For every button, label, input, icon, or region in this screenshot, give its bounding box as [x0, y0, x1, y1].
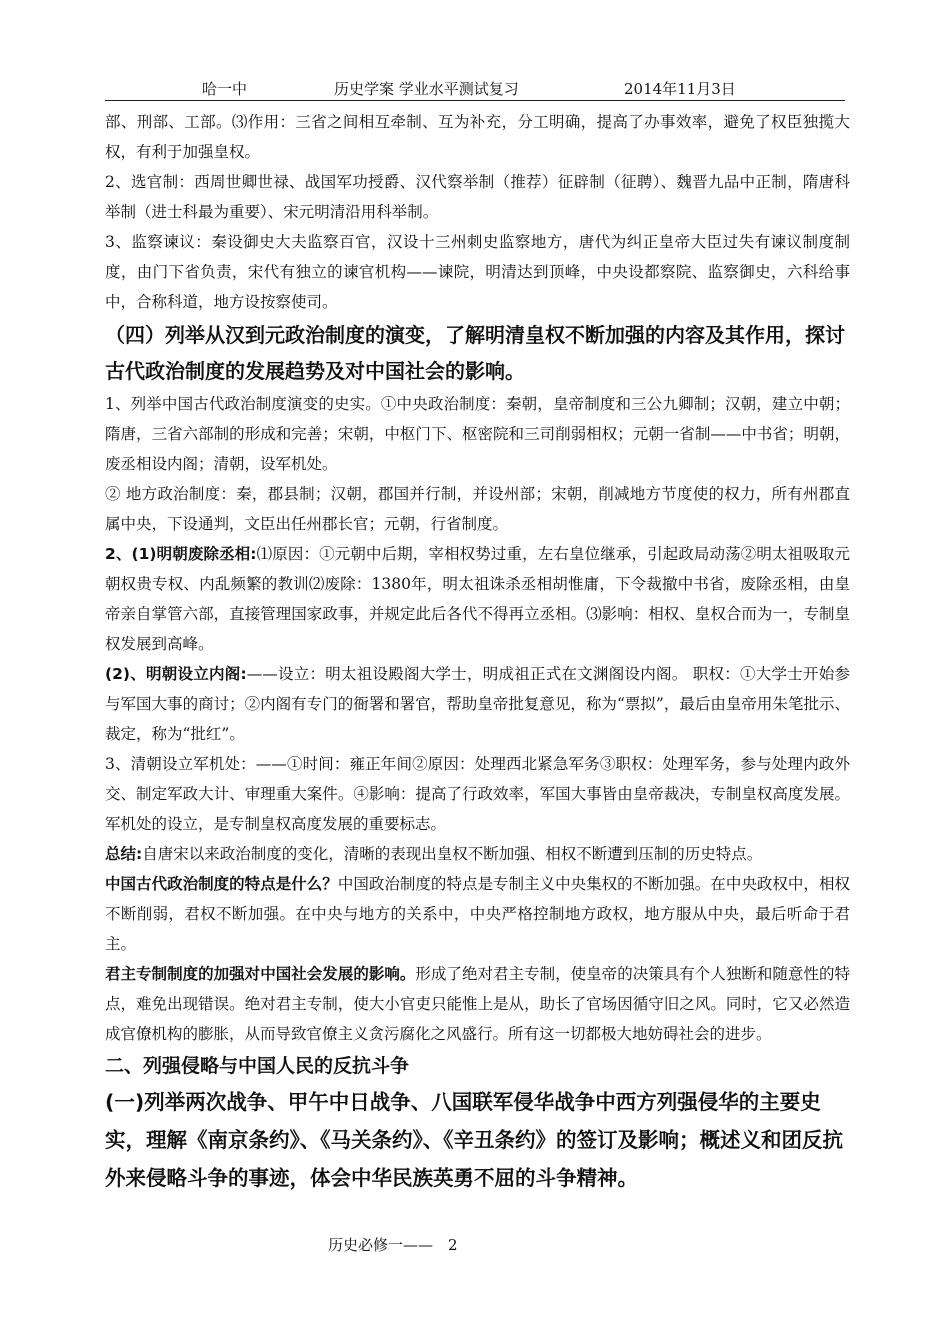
page-header [105, 74, 845, 101]
paragraph-qing-grand-council: 3、清朝设立军机处：——①时间：雍正年间②原因：处理西北紧急军务③职权：处理军务，参与处理内政外交、制定军政大计、审理重大案件。④影响：提高了行政效率，军国大事皆由皇帝裁决，专制皇权高度发展。军机处的设立，是专制皇权高度发展的重要标志。 [105, 755, 850, 833]
page-footer: 历史必修一—— 2 [328, 1236, 458, 1254]
header-school: 哈一中 [202, 80, 248, 98]
header-subject: 历史学案 学业水平测试复习 [334, 80, 519, 98]
lead-label: (2)、明朝设立内阁: [105, 665, 247, 683]
header-date: 2014年11月3日 [624, 80, 736, 98]
lead-label: 君主专制制度的加强对中国社会发展的影响。 [105, 965, 416, 983]
paragraph-three-provinces: 部、刑部、工部。⑶作用：三省之间相互牵制、互为补充，分工明确，提高了办事效率，避免了权臣独揽大权，有利于加强皇权。 [105, 113, 850, 161]
paragraph-supervision: 3、监察谏议：秦设御史大夫监察百官，汉设十三州刺史监察地方，唐代为纠正皇帝大臣过失有谏议制度制度，由门下省负责，宋代有独立的谏官机构——谏院，明清达到顶峰，中央设都察院、监察御史，六科给事中，合称科道，地方设按察使司。 [105, 233, 850, 311]
paragraph-ming-abolish-chancellor: 2、(1)明朝废除丞相:⑴原因：①元朝中后期，宰相权势过重，左右皇位继承，引起政局动荡②明太祖吸取元朝权贵专权、内乱频繁的教训⑵废除：1380年，明太祖诛杀丞相胡惟庸，下令裁撤中书省，废除丞相，由皇帝亲自掌管六部，直接管理国家政事，并规定此后各代不得再立丞相。⑶影响：相权、皇权合而为一，专制皇权发展到高峰。 [105, 545, 850, 653]
lead-label: 总结: [105, 845, 143, 863]
paragraph-ming-cabinet: (2)、明朝设立内阁:——设立：明太祖设殿阁大学士，明成祖正式在文渊阁设内阁。 职权：①大学士开始参与军国大事的商讨；②内阁有专门的衙署和署官，帮助皇帝批复意见，称为“票拟”，最后由皇帝用朱笔批示、裁定，称为“批红”。 [105, 665, 850, 743]
paragraph-local-system: ② 地方政治制度：秦，郡县制；汉朝，郡国并行制，并设州部；宋朝，削减地方节度使的权力，所有州郡直属中央，下设通判，文臣出任州郡长官；元朝，行省制度。 [105, 485, 850, 533]
section-heading-4: （四）列举从汉到元政治制度的演变，了解明清皇权不断加强的内容及其作用，探讨古代政治制度的发展趋势及对中国社会的影响。 [105, 323, 845, 383]
paragraph-summary: 总结:自唐宋以来政治制度的变化，清晰的表现出皇权不断加强、相权不断遭到压制的历史特点。 [105, 845, 763, 863]
paragraph-central-system: 1、列举中国古代政治制度演变的史实。①中央政治制度：秦朝，皇帝制度和三公九卿制；汉朝，建立中朝；隋唐，三省六部制的形成和完善；宋朝，中枢门下、枢密院和三司削弱相权；元朝一省制——中书省；明朝，废丞相设内阁；清朝，设军机处。 [105, 395, 850, 473]
section-heading-2-1: (一)列举两次战争、甲午中日战争、八国联军侵华战争中西方列强侵华的主要史实，理解《南京条约》、《马关条约》、《辛丑条约》的签订及影响；概述义和团反抗外来侵略斗争的事迹，体会中华民族英勇不屈的斗争精神。 [105, 1090, 843, 1190]
paragraph-characteristics: 中国古代政治制度的特点是什么？中国政治制度的特点是专制主义中央集权的不断加强。在中央政权中，相权不断削弱，君权不断加强。在中央与地方的关系中，中央严格控制地方政权，地方服从中央，最后听命于君主。 [105, 875, 850, 953]
paragraph-official-selection: 2、选官制：西周世卿世禄、战国军功授爵、汉代察举制（推荐）征辟制（征聘）、魏晋九品中正制，隋唐科举制（进士科最为重要）、宋元明清沿用科举制。 [105, 173, 850, 221]
lead-label: 2、(1)明朝废除丞相: [105, 545, 257, 563]
paragraph-influence: 君主专制制度的加强对中国社会发展的影响。形成了绝对君主专制，使皇帝的决策具有个人独断和随意性的特点，难免出现错误。绝对君主专制，使大小官吏只能惟上是从，助长了官场因循守旧之风。同时，它又必然造成官僚机构的膨胀，从而导致官僚主义贪污腐化之风盛行。所有这一切都极大地妨碍社会的进步。 [105, 965, 850, 1043]
lead-label: 中国古代政治制度的特点是什么？ [105, 875, 338, 893]
document-body [105, 107, 850, 1197]
chapter-heading-2: 二、列强侵略与中国人民的反抗斗争 [105, 1055, 410, 1077]
